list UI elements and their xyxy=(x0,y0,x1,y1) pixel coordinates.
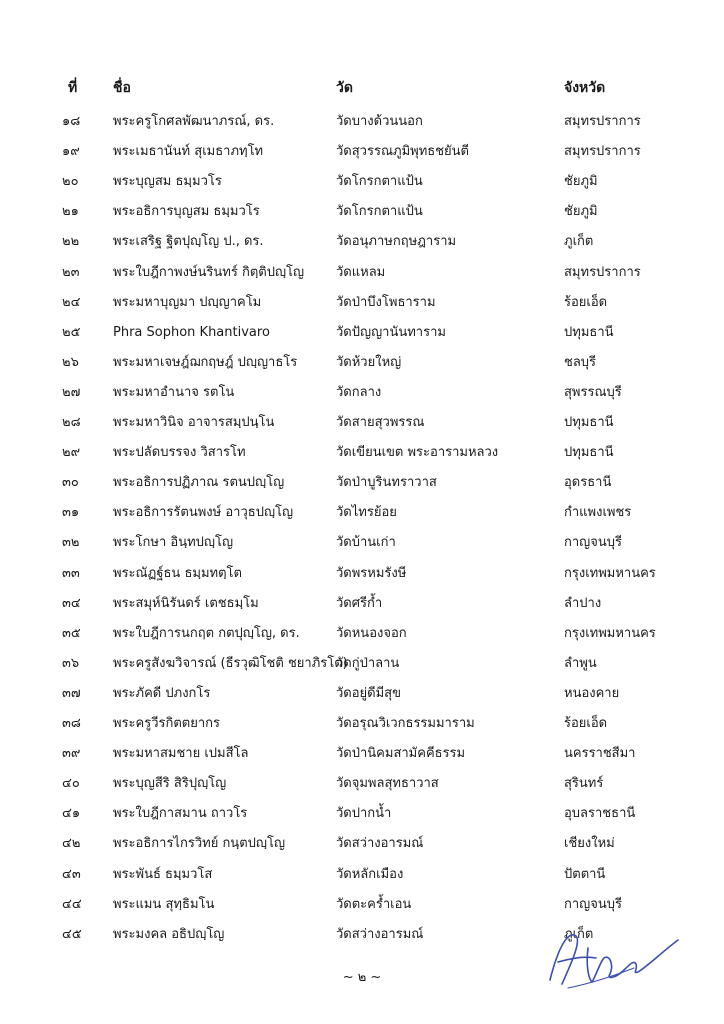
table-row xyxy=(0,774,724,804)
row-province: กาญจนบุรี xyxy=(564,535,622,551)
table-row xyxy=(0,172,724,202)
row-province: ร้อยเอ็ด xyxy=(564,716,608,731)
row-name: พระอธิการไกรวิทย์ กนฺตปญฺโญ xyxy=(113,836,286,852)
table-row xyxy=(0,413,724,443)
row-province: ปทุมธานี xyxy=(564,415,614,430)
row-temple: วัดศรีกํ้า xyxy=(336,595,383,611)
row-number: ๔๑ xyxy=(62,806,81,822)
row-name: พระครูโกศลพัฒนาภรณ์, ดร. xyxy=(113,114,275,129)
row-name: พระปลัดบรรจง วิสารโท xyxy=(113,445,246,461)
row-number: ๓๗ xyxy=(62,685,81,701)
row-name: พระมหาบุญมา ปญฺญาคโม xyxy=(113,294,262,310)
row-province: ลำปาง xyxy=(564,595,602,611)
row-province: ร้อยเอ็ด xyxy=(564,294,608,310)
row-temple: วัดโกรกตาแป้น xyxy=(336,204,423,220)
row-temple: วัดป่าบูรินทราวาส xyxy=(336,475,437,491)
row-province: กำแพงเพชร xyxy=(564,505,632,521)
row-temple: วัดสว่างอารมณ์ xyxy=(336,836,424,852)
row-name: พระมหาเจษฎ์ฌกฤษฎ์ ปญฺญาธโร xyxy=(113,354,298,370)
row-province: สมุทรปราการ xyxy=(564,114,641,129)
row-temple: วัดหนองจอก xyxy=(336,625,407,641)
table-row xyxy=(0,293,724,323)
row-temple: วัดบ้านเก่า xyxy=(336,535,396,551)
table-row xyxy=(0,714,724,744)
row-number: ๒๓ xyxy=(62,264,80,280)
row-name: พระครูวีรกิตตยากร xyxy=(113,716,221,731)
row-number: ๔๓ xyxy=(62,866,81,882)
row-temple: วัดอรุณวิเวกธรรมมาราม xyxy=(336,716,475,731)
row-number: ๒๑ xyxy=(62,204,79,220)
row-province: ลำพูน xyxy=(564,655,597,671)
row-name: พระครูสังฆวิจารณ์ (ธีรวุฒิโชติ ชยาภิรโต) xyxy=(113,655,348,671)
row-number: ๒๘ xyxy=(62,415,81,430)
row-province: ชลบุรี xyxy=(564,354,597,370)
row-province: ปัตตานี xyxy=(564,866,606,882)
table-row xyxy=(0,533,724,563)
row-number: ๒๒ xyxy=(62,234,80,250)
row-temple: วัดไทรย้อย xyxy=(336,505,397,521)
row-number: ๓๓ xyxy=(62,565,80,581)
table-row xyxy=(0,624,724,654)
row-province: ปทุมธานี xyxy=(564,445,614,461)
row-temple: วัดอยู่ดีมีสุข xyxy=(336,685,401,701)
row-name: พระอธิการรัตนพงษ์ อาวุธปญฺโญ xyxy=(113,505,294,521)
row-temple: วัดปัญญานันทาราม xyxy=(336,324,446,340)
row-name: พระมหาวินิจ อาจารสมฺปนฺโน xyxy=(113,415,275,430)
row-name: พระภัคดี ปภงกโร xyxy=(113,685,211,701)
row-temple: วัดพรหมรังษี xyxy=(336,565,407,581)
row-province: เชียงใหม่ xyxy=(564,836,615,852)
table-row xyxy=(0,443,724,473)
row-province: กรุงเทพมหานคร xyxy=(564,625,656,641)
row-number: ๒๙ xyxy=(62,445,81,461)
table-row xyxy=(0,112,724,142)
table-row xyxy=(0,503,724,533)
row-province: สมุทรปราการ xyxy=(564,144,641,160)
row-province: สมุทรปราการ xyxy=(564,264,641,280)
table-row xyxy=(0,473,724,503)
row-temple: วัดสายสุวพรรณ xyxy=(336,415,425,430)
table-row xyxy=(0,834,724,864)
row-province: ภูเก็ต xyxy=(564,234,594,250)
table-row xyxy=(0,232,724,262)
row-number: ๒๐ xyxy=(62,174,79,190)
row-province: กาญจนบุรี xyxy=(564,896,622,912)
row-temple: วัดโกรกตาแป้น xyxy=(336,174,423,190)
table-row xyxy=(0,804,724,834)
header-no: ที่ xyxy=(68,80,78,96)
row-name: พระสมุห์นิรันดร์ เตชธมฺโม xyxy=(113,595,259,611)
row-province: ภูเก็ต xyxy=(564,926,594,942)
row-name: Phra Sophon Khantivaro xyxy=(113,324,270,340)
table-row xyxy=(0,564,724,594)
row-name: พระอธิการบุญสม ธมฺมวโร xyxy=(113,204,260,220)
row-name: พระบุญสม ธมฺมวโร xyxy=(113,174,222,190)
row-number: ๓๐ xyxy=(62,475,79,491)
row-number: ๑๙ xyxy=(62,144,80,160)
table-row xyxy=(0,202,724,232)
signature-image xyxy=(538,918,688,998)
row-province: ชัยภูมิ xyxy=(564,204,598,220)
table-row xyxy=(0,323,724,353)
row-number: ๑๘ xyxy=(62,114,81,129)
row-number: ๓๕ xyxy=(62,625,81,641)
table-row xyxy=(0,654,724,684)
table-header xyxy=(0,78,724,108)
table-row xyxy=(0,142,724,172)
row-name: พระมหาอำนาจ รตโน xyxy=(113,384,235,400)
table-row xyxy=(0,353,724,383)
row-temple: วัดหลักเมือง xyxy=(336,866,404,882)
header-temple: วัด xyxy=(336,80,353,96)
row-name: พระใบฎีกาสมาน ถาวโร xyxy=(113,806,248,822)
table-row xyxy=(0,594,724,624)
table-row xyxy=(0,684,724,714)
row-temple: วัดจุมพลสุทธาวาส xyxy=(336,776,439,792)
row-province: ปทุมธานี xyxy=(564,324,614,340)
row-number: ๓๖ xyxy=(62,655,80,671)
row-number: ๓๔ xyxy=(62,595,81,611)
row-temple: วัดสว่างอารมณ์ xyxy=(336,926,424,942)
row-number: ๓๘ xyxy=(62,716,81,731)
row-number: ๓๒ xyxy=(62,535,80,551)
row-temple: วัดกลาง xyxy=(336,384,382,400)
row-number: ๒๖ xyxy=(62,354,79,370)
row-name: พระพันธ์ ธมฺมวโส xyxy=(113,866,213,882)
row-name: พระมหาสมชาย เปมสีโล xyxy=(113,746,249,762)
row-number: ๒๔ xyxy=(62,294,81,310)
page-number: ~ ๒ ~ xyxy=(342,970,382,985)
row-number: ๔๐ xyxy=(62,776,80,792)
row-province: หนองคาย xyxy=(564,685,620,701)
row-temple: วัดกู่ป่าลาน xyxy=(336,655,400,671)
row-temple: วัดสุวรรณภูมิพุทธชยันตี xyxy=(336,144,469,160)
table-row xyxy=(0,865,724,895)
row-temple: วัดปากนํ้า xyxy=(336,806,392,822)
row-temple: วัดป่าบึงโพธาราม xyxy=(336,294,436,310)
row-number: ๔๔ xyxy=(62,896,82,912)
row-number: ๓๑ xyxy=(62,505,80,521)
row-temple: วัดเขียนเขต พระอารามหลวง xyxy=(336,445,499,461)
row-name: พระมงคล อธิปญฺโญ xyxy=(113,926,225,942)
row-temple: วัดบางด้วนนอก xyxy=(336,114,423,129)
row-number: ๓๙ xyxy=(62,746,81,762)
header-name: ชื่อ xyxy=(113,80,131,96)
table-row xyxy=(0,744,724,774)
row-name: พระเสริฐ ฐิตปุญฺโญ ป., ดร. xyxy=(113,234,264,250)
row-province: อุบลราชธานี xyxy=(564,806,636,822)
row-name: พระณัฏฐ์ธน ธมฺมทตฺโต xyxy=(113,565,242,581)
row-name: พระบุญสีริ สิริปุญฺโญ xyxy=(113,776,227,792)
row-province: ชัยภูมิ xyxy=(564,174,598,190)
row-temple: วัดป่านิคมสามัคคีธรรม xyxy=(336,746,466,762)
row-province: สุรินทร์ xyxy=(564,776,604,792)
row-name: พระใบฎีกาพงษ์นรินทร์ กิตฺติปญฺโญ xyxy=(113,264,305,280)
table-row xyxy=(0,383,724,413)
table-row xyxy=(0,263,724,293)
row-number: ๒๕ xyxy=(62,324,81,340)
row-province: สุพรรณบุรี xyxy=(564,384,622,400)
row-temple: วัดอนุภาษกฤษฎาราม xyxy=(336,234,457,250)
row-number: ๔๕ xyxy=(62,926,82,942)
row-name: พระแมน สุทฺธิมโน xyxy=(113,896,215,912)
row-number: ๒๗ xyxy=(62,384,81,400)
row-name: พระใบฎีการนกฤต กตปุญฺโญ, ดร. xyxy=(113,625,300,641)
row-temple: วัดตะคร้ำเอน xyxy=(336,896,412,912)
row-province: อุดรธานี xyxy=(564,475,612,491)
row-province: กรุงเทพมหานคร xyxy=(564,565,656,581)
row-name: พระเมธานันท์ สุเมธาภทฺโท xyxy=(113,144,264,160)
row-name: พระอธิการปฏิภาณ รตนปญฺโญ xyxy=(113,475,285,491)
header-province: จังหวัด xyxy=(564,80,606,96)
row-province: นครราชสีมา xyxy=(564,746,636,762)
row-temple: วัดห้วยใหญ่ xyxy=(336,354,402,370)
row-name: พระโกษา อินฺทปญฺโญ xyxy=(113,535,234,551)
row-temple: วัดแหลม xyxy=(336,264,386,280)
row-number: ๔๒ xyxy=(62,836,81,852)
